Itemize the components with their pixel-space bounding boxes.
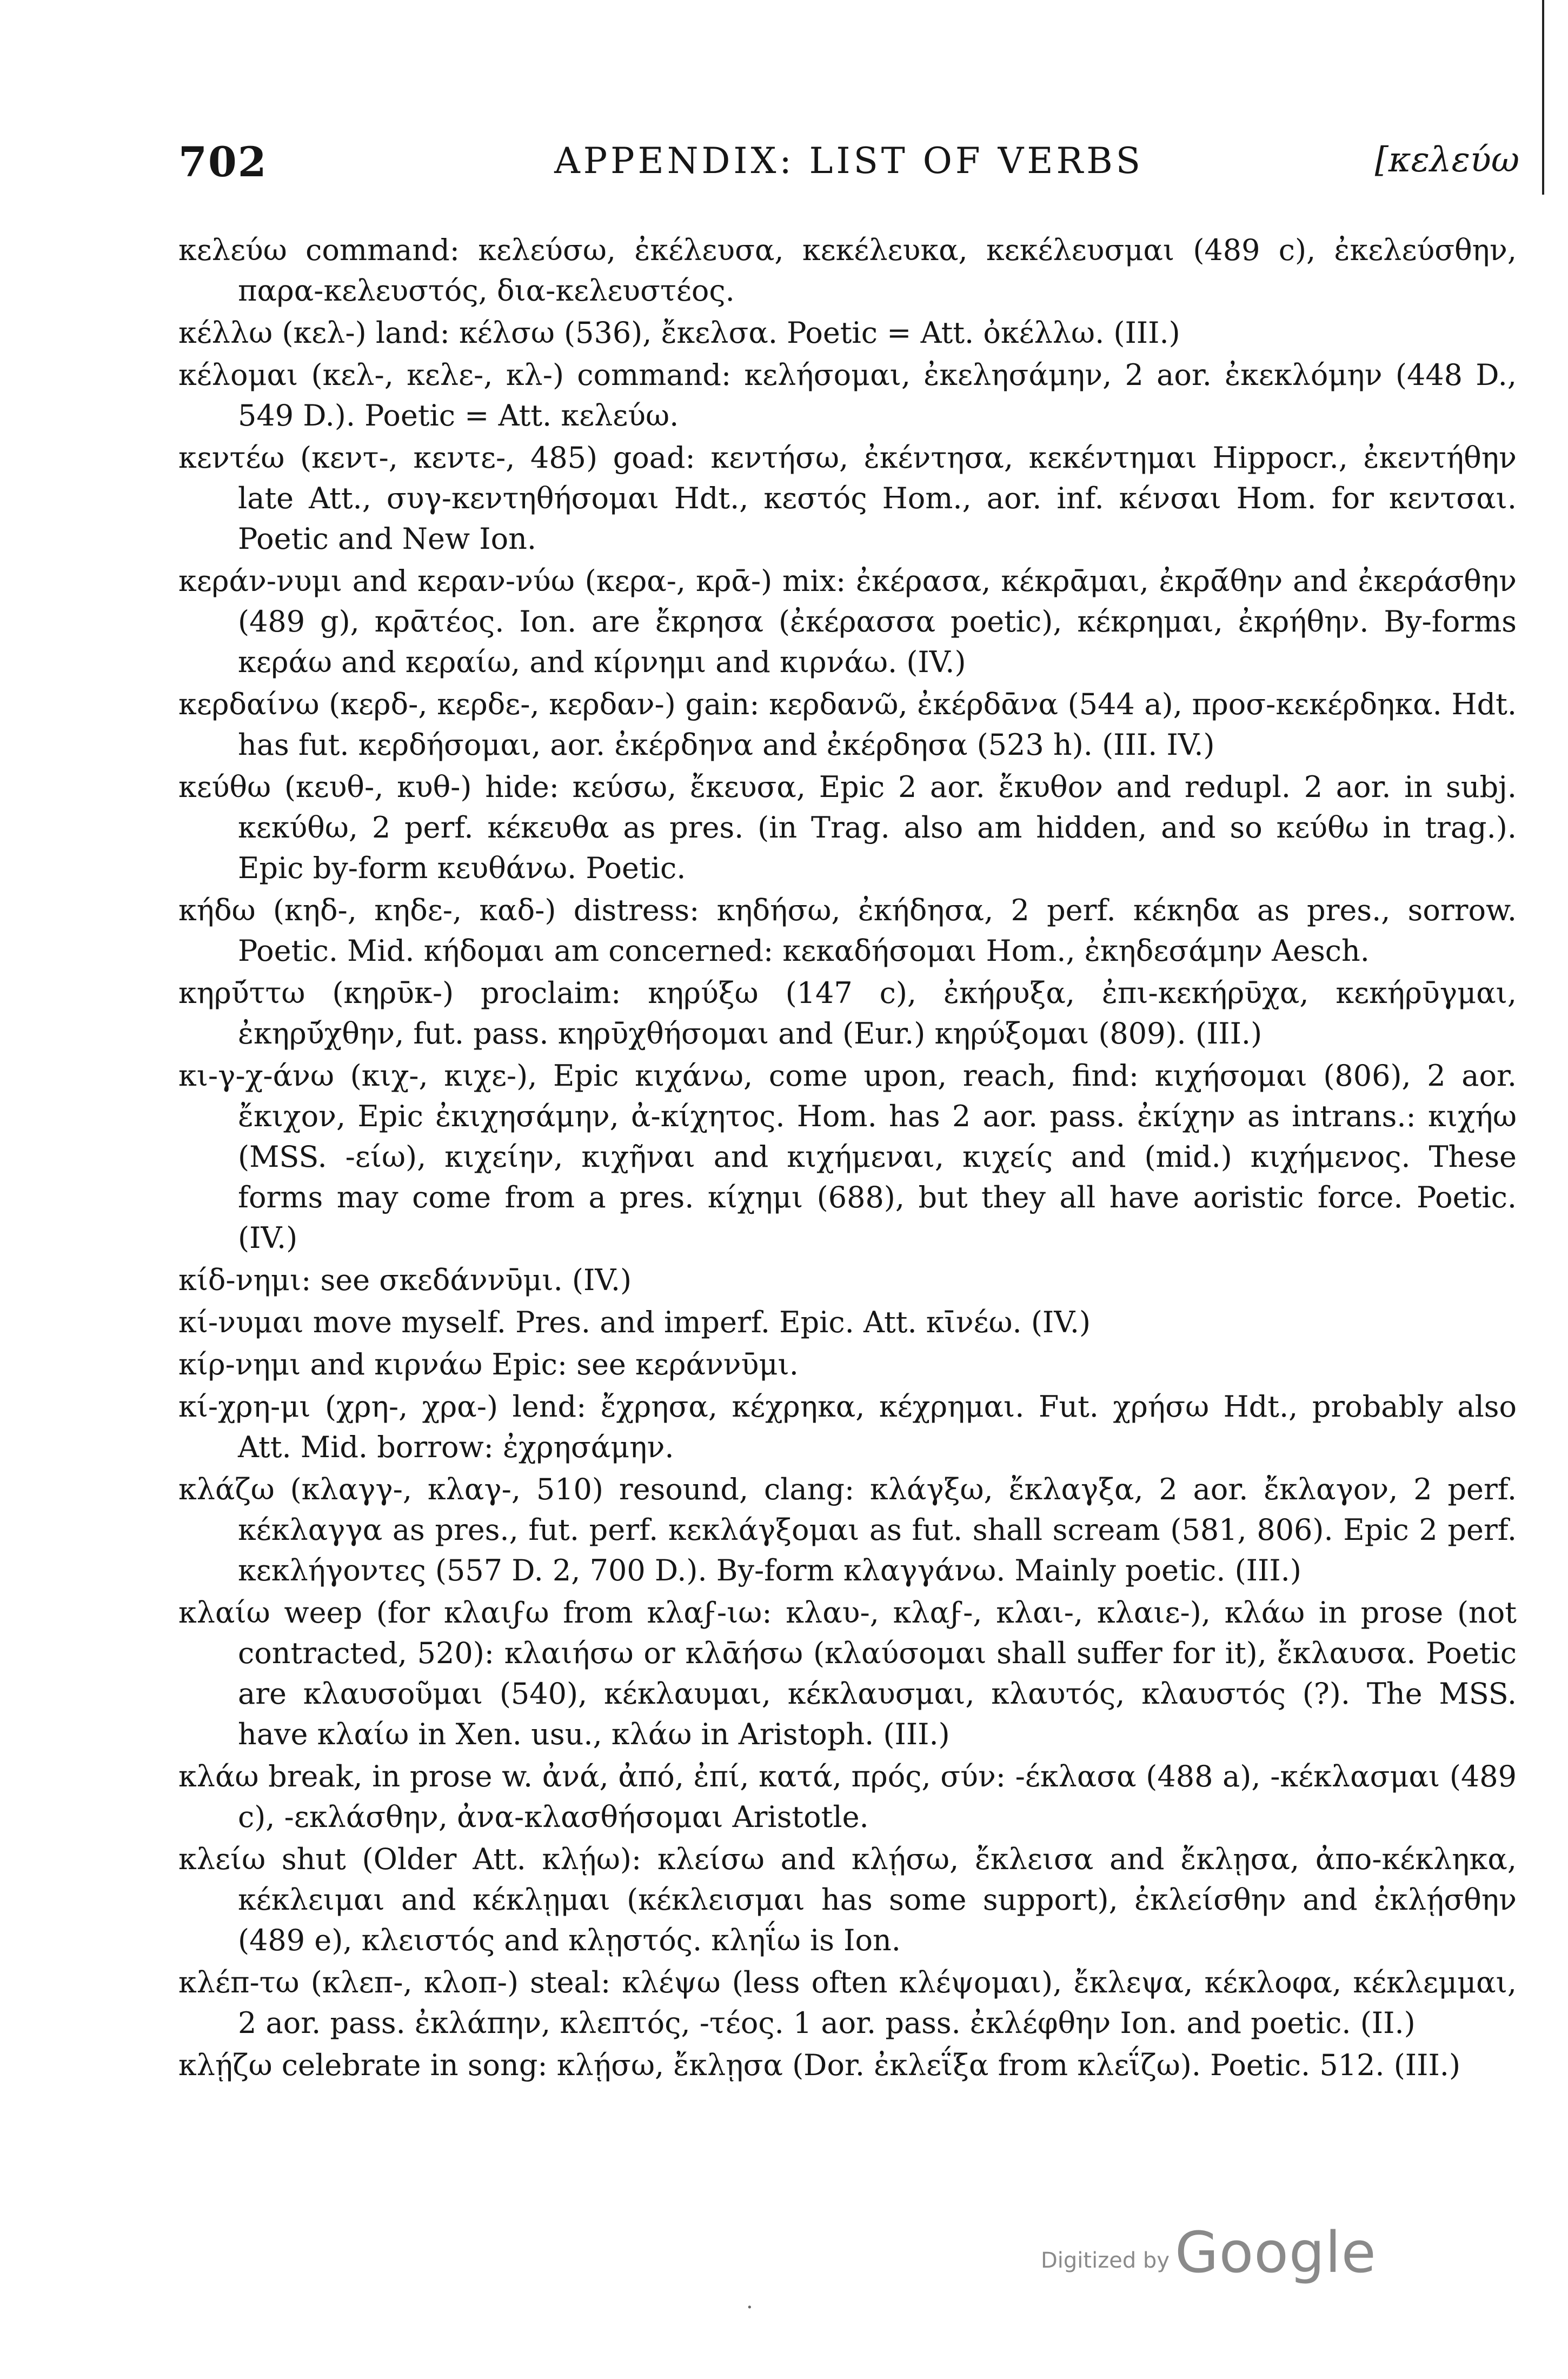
- verb-entry: κλάω break, in prose w. ἀνά, ἀπό, ἐπί, κατά, πρός, σύν: -έκλασα (488 a), -κέκλασμαι (489 c), -εκλάσθην, ἀνα-κλασθήσομαι Aristotle.: [178, 1759, 1517, 1834]
- verb-entry: κλείω shut (Older Att. κλῄω): κλείσω and κλῄσω, ἔκλεισα and ἔκλῃσα, ἀπο-κέκληκα, κέκλειμαι and κέκλῃμαι (κέκλεισμαι has some support), ἐκλείσθην and ἐκλῄσθην (489 e), κλειστός and κλῃστός. κληΐω is Ion.: [178, 1842, 1517, 1957]
- verb-entry: κι-γ-χ-άνω (κιχ-, κιχε-), Epic κιχάνω, come upon, reach, find: κιχήσομαι (806), 2 aor. ἔκιχον, Epic ἐκιχησάμην, ἀ-κίχητος. Hom. has 2 aor. pass. ἐκίχην as intrans.: κιχήω (MSS. -είω), κιχείην, κιχῆναι and κιχήμεναι, κιχείς and (mid.) κιχήμενος. These forms may come from a pres. κίχημι (688), but they all have aoristic force. Poetic. (IV.): [178, 1059, 1517, 1255]
- verb-entry: κερδαίνω (κερδ-, κερδε-, κερδαν-) gain: κερδανῶ, ἐκέρδᾱνα (544 a), προσ-κεκέρδηκα. Hdt. has fut. κερδήσομαι, aor. ἐκέρδηνα and ἐκέρδησα (523 h). (III. IV.): [178, 687, 1517, 762]
- verb-entry: κεντέω (κεντ-, κεντε-, 485) goad: κεντήσω, ἐκέντησα, κεκέντημαι Hippocr., ἐκεντήθην late Att., συγ-κεντηθήσομαι Hdt., κεστός Hom., aor. inf. κένσαι Hom. for κεντσαι. Poetic and New Ion.: [178, 441, 1517, 556]
- verb-entry: κλέπ-τω (κλεπ-, κλοπ-) steal: κλέψω (less often κλέψομαι), ἔκλεψα, κέκλοφα, κέκλεμμαι, 2 aor. pass. ἐκλάπην, κλεπτός, -τέος. 1 aor. pass. ἐκλέφθην Ion. and poetic. (II.): [178, 1965, 1517, 2040]
- verb-entry: κλαίω weep (for κλαιϝω from κλαϝ-ιω: κλαυ-, κλαϝ-, κλαι-, κλαιε-), κλάω in prose (not contracted, 520): κλαιήσω or κλᾱήσω (κλαύσομαι shall suffer for it), ἔκλαυσα. Poetic are κλαυσοῦμαι (540), κέκλαυμαι, κέκλαυσμαι, κλαυτός, κλαυστός (?). The MSS. have κλαίω in Xen. usu., κλάω in Aristoph. (III.): [178, 1596, 1517, 1751]
- page-header: [178, 138, 1519, 197]
- verb-entry: κίδ-νημι: see σκεδάννῡμι. (IV.): [178, 1263, 632, 1297]
- verb-entry: κηρῡ́ττω (κηρῡκ-) proclaim: κηρύξω (147 c), ἐκήρυξα, ἐπι-κεκήρῡχα, κεκήρῡγμαι, ἐκηρῡ́χθην, fut. pass. κηρῡχθήσομαι and (Eur.) κηρύξομαι (809). (III.): [178, 976, 1517, 1051]
- digitized-by-label: Digitized by: [1041, 2248, 1170, 2273]
- verb-entry: κεύθω (κευθ-, κυθ-) hide: κεύσω, ἔκευσα, Epic 2 aor. ἔκυθον and redupl. 2 aor. in subj. κεκύθω, 2 perf. κέκευθα as pres. (in Trag. also am hidden, and so κεύθω in trag.). Epic by-form κευθάνω. Poetic.: [178, 770, 1517, 885]
- verb-entry: κέλλω (κελ-) land: κέλσω (536), ἔκελσα. Poetic = Att. ὀκέλλω. (III.): [178, 316, 1180, 350]
- google-logo-text: Google: [1175, 2219, 1377, 2285]
- page-edge-rule: [1542, 0, 1544, 195]
- verb-entry: κίρ-νημι and κιρνάω Epic: see κεράννῡμι.: [178, 1347, 799, 1381]
- verb-entry: κέλομαι (κελ-, κελε-, κλ-) command: κελήσομαι, ἐκελησάμην, 2 aor. ἐκεκλόμην (448 D., 549 D.). Poetic = Att. κελεύω.: [178, 358, 1517, 433]
- verb-entry: κί-χρη-μι (χρη-, χρα-) lend: ἔχρησα, κέχρηκα, κέχρημαι. Fut. χρήσω Hdt., probably also Att. Mid. borrow: ἐχρησάμην.: [178, 1390, 1517, 1464]
- page-number: 702: [178, 138, 268, 186]
- verb-entry: κελεύω command: κελεύσω, ἐκέλευσα, κεκέλευκα, κεκέλευσμαι (489 c), ἐκελεύσθην, παρα-κελευστός, δια-κελευστέος.: [178, 233, 1517, 308]
- scan-mark: ·: [746, 2295, 753, 2320]
- verb-entry: κεράν-νυμι and κεραν-νύω (κερα-, κρᾱ-) mix: ἐκέρασα, κέκρᾱμαι, ἐκρᾱ́θην and ἐκεράσθην (489 g), κρᾱτέος. Ion. are ἔκρησα (ἐκέρασσα poetic), κέκρημαι, ἐκρήθην. By-forms κεράω and κεραίω, and κίρνημι and κιρνάω. (IV.): [178, 564, 1517, 679]
- running-title: APPENDIX: LIST OF VERBS: [554, 140, 1144, 182]
- verb-entry: κήδω (κηδ-, κηδε-, καδ-) distress: κηδήσω, ἐκήδησα, 2 perf. κέκηδα as pres., sorrow. Poetic. Mid. κήδομαι am concerned: κεκαδήσομαι Hom., ἐκηδεσάμην Aesch.: [178, 893, 1517, 968]
- verb-entry: κλάζω (κλαγγ-, κλαγ-, 510) resound, clang: κλάγξω, ἔκλαγξα, 2 aor. ἔκλαγον, 2 perf. κέκλαγγα as pres., fut. perf. κεκλάγξομαι as fut. shall scream (581, 806). Epic 2 perf. κεκλήγοντες (557 D. 2, 700 D.). By-form κλαγγάνω. Mainly poetic. (III.): [178, 1472, 1517, 1587]
- verb-entry: κί-νυμαι move myself. Pres. and imperf. Epic. Att. κῑνέω. (IV.): [178, 1305, 1091, 1339]
- running-head-word: [κελεύω: [1374, 140, 1519, 180]
- digitized-by-watermark: [1041, 2219, 1377, 2285]
- verb-entry: κλῄζω celebrate in song: κλῄσω, ἔκλῃσα (Dor. ἐκλεΐξα from κλεΐζω). Poetic. 512. (III.): [178, 2048, 1461, 2082]
- verb-list: [178, 230, 1517, 2087]
